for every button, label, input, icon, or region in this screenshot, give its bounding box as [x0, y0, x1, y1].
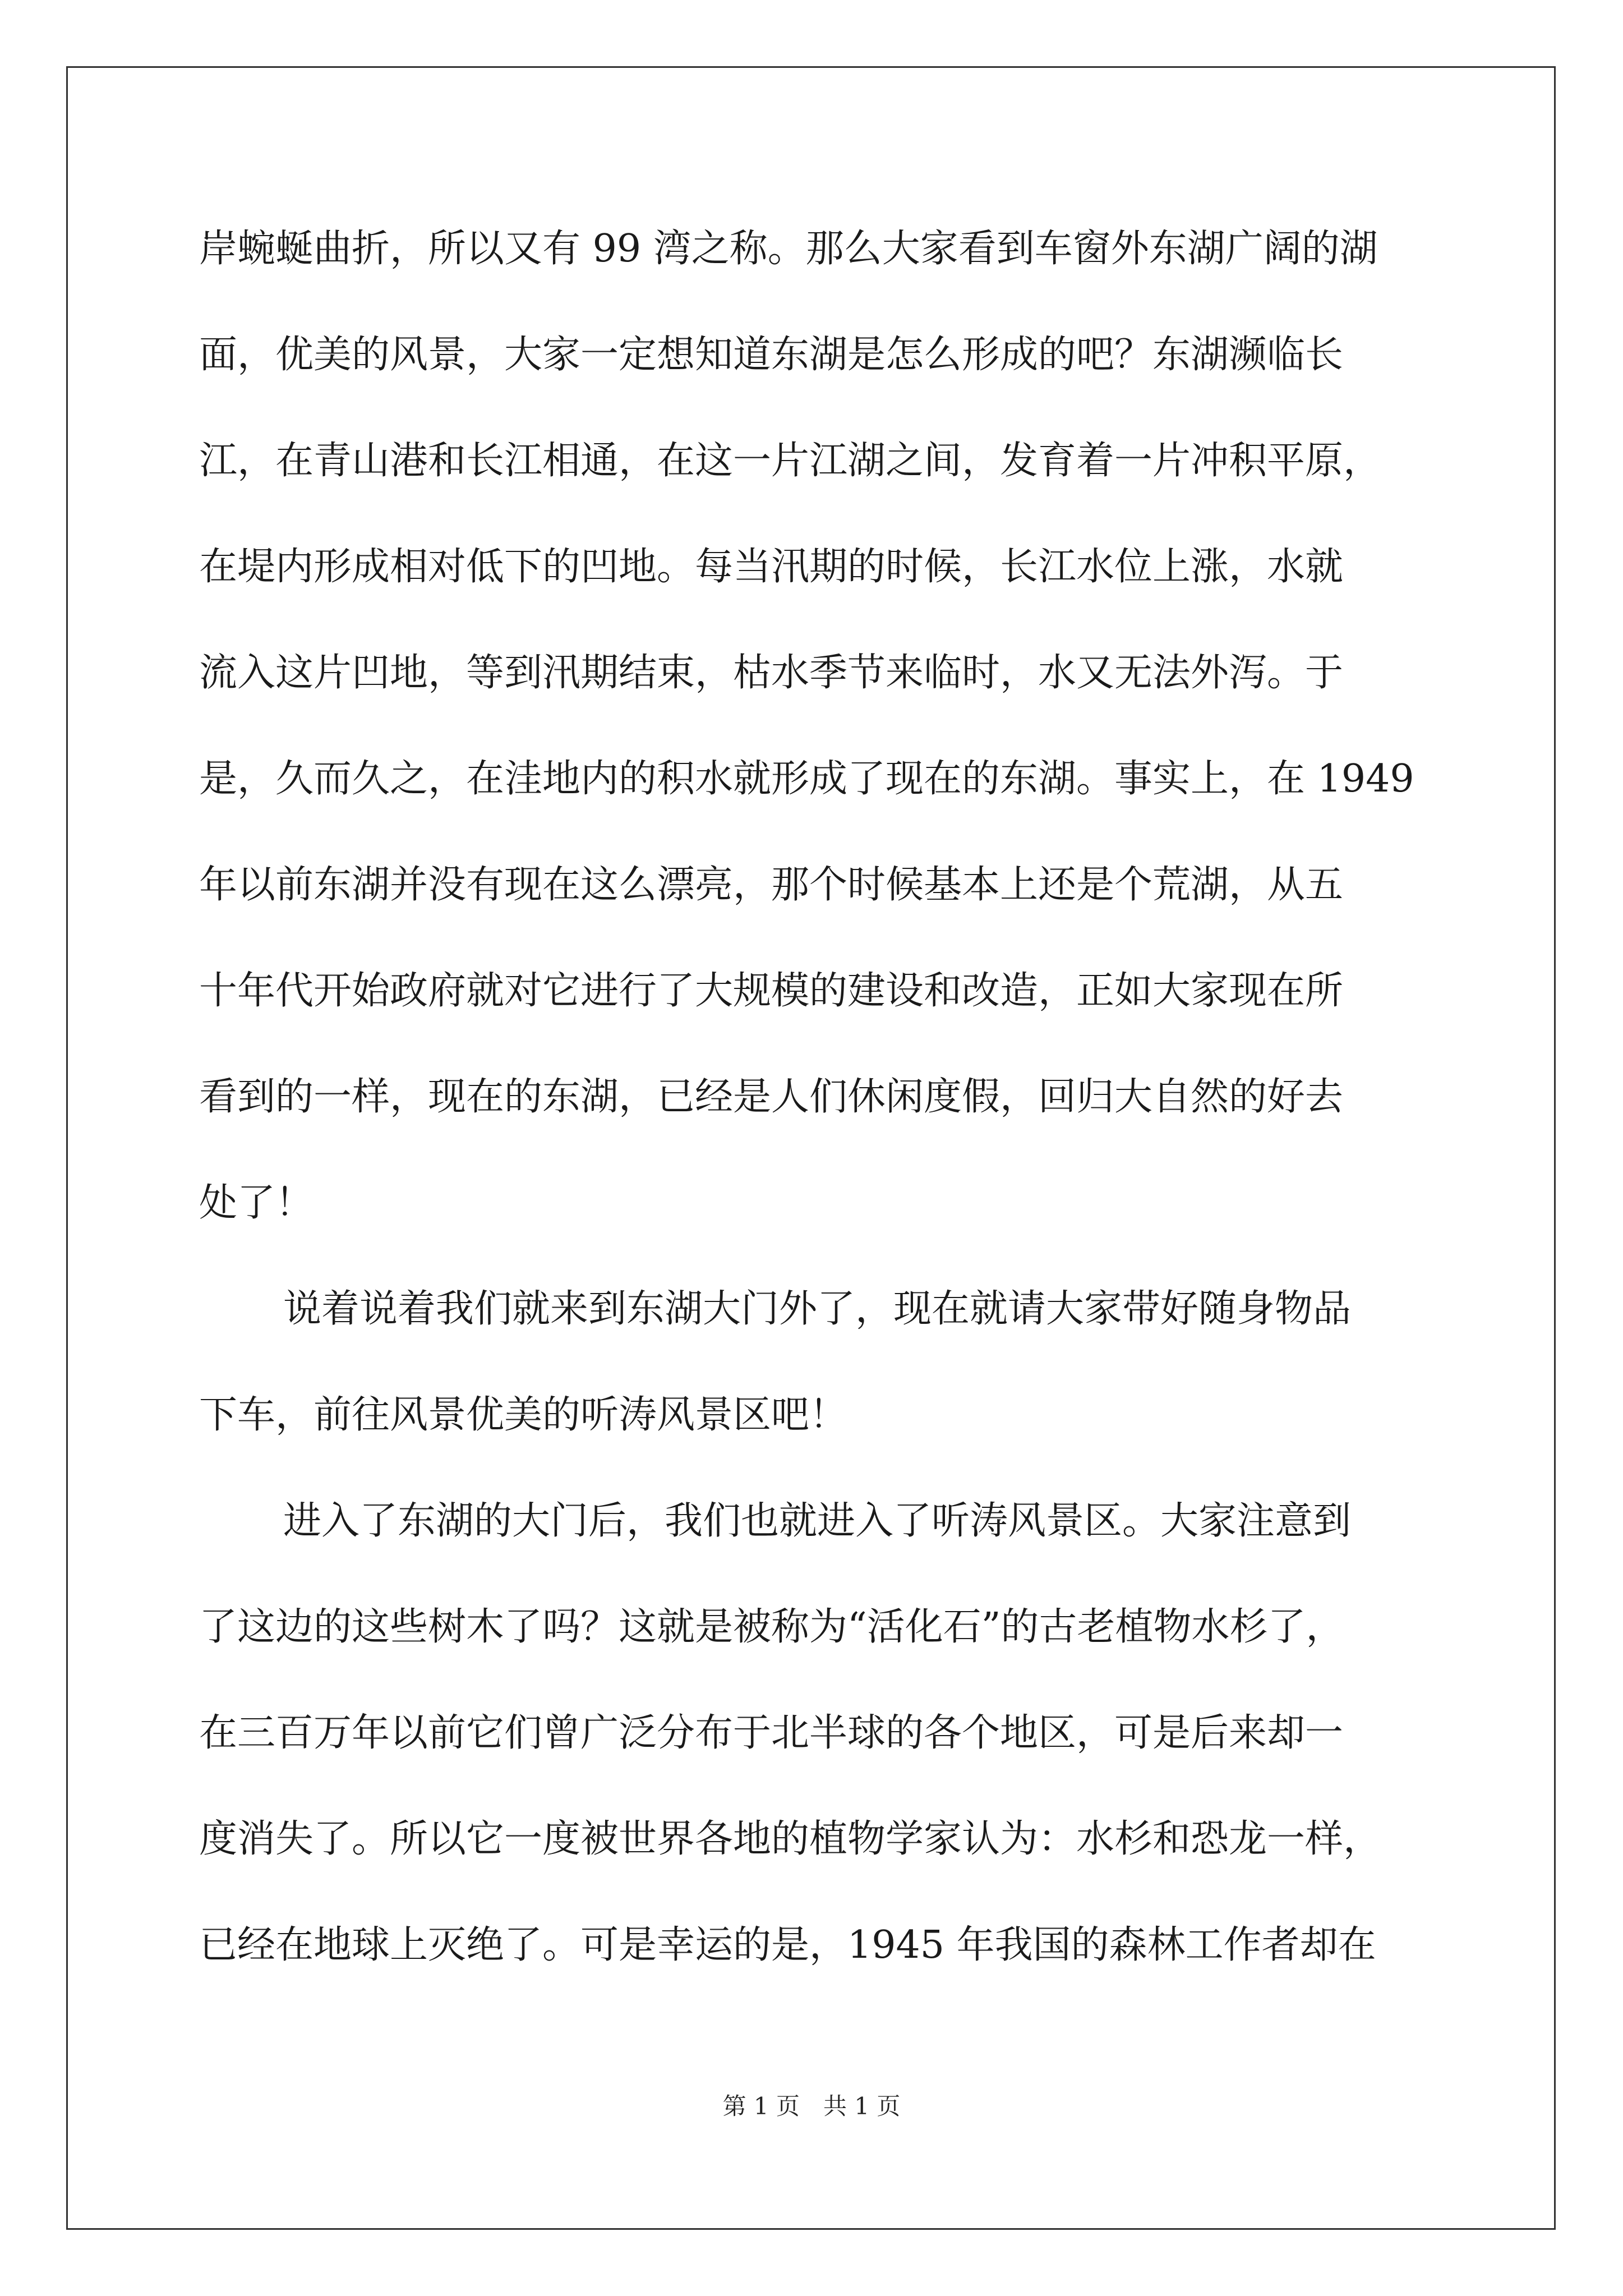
text-line: 看到的一样，现在的东湖，已经是人们休闲度假，回归大自然的好去 — [199, 1075, 1344, 1119]
page-number: 第 1 页 共 1 页 — [722, 2092, 901, 2120]
text-line: 已经在地球上灭绝了。可是幸运的是，1945 年我国的森林工作者却在 — [199, 1923, 1376, 1967]
text-line: 十年代开始政府就对它进行了大规模的建设和改造，正如大家现在所 — [199, 969, 1344, 1013]
text-line: 面，优美的风景，大家一定想知道东湖是怎么形成的吧？东湖濒临长 — [199, 333, 1344, 377]
text-line: 是，久而久之，在洼地内的积水就形成了现在的东湖。事实上，在 1949 — [199, 757, 1414, 801]
text-line: 处了！ — [199, 1181, 314, 1225]
text-line: 流入这片凹地，等到汛期结束，枯水季节来临时，水又无法外泻。于 — [199, 651, 1344, 695]
text-line: 在堤内形成相对低下的凹地。每当汛期的时候，长江水位上涨，水就 — [199, 545, 1344, 589]
text-line: 岸蜿蜒曲折，所以又有 99 湾之称。那么大家看到车窗外东湖广阔的湖 — [199, 227, 1378, 271]
text-line: 了这边的这些树木了吗？这就是被称为“活化石”的古老植物水杉了， — [199, 1605, 1344, 1649]
text-line: 说着说着我们就来到东湖大门外了，现在就请大家带好随身物品 — [283, 1287, 1352, 1331]
text-line: 年以前东湖并没有现在这么漂亮，那个时候基本上还是个荒湖，从五 — [199, 863, 1344, 907]
text-line: 进入了东湖的大门后，我们也就进入了听涛风景区。大家注意到 — [283, 1499, 1352, 1543]
body-text — [199, 214, 1433, 2016]
text-line: 在三百万年以前它们曾广泛分布于北半球的各个地区，可是后来却一 — [199, 1711, 1344, 1755]
text-line: 江，在青山港和长江相通，在这一片江湖之间，发育着一片冲积平原， — [199, 439, 1382, 483]
text-line: 下车，前往风景优美的听涛风景区吧！ — [199, 1393, 848, 1437]
text-line: 度消失了。所以它一度被世界各地的植物学家认为：水杉和恐龙一样， — [199, 1817, 1382, 1861]
